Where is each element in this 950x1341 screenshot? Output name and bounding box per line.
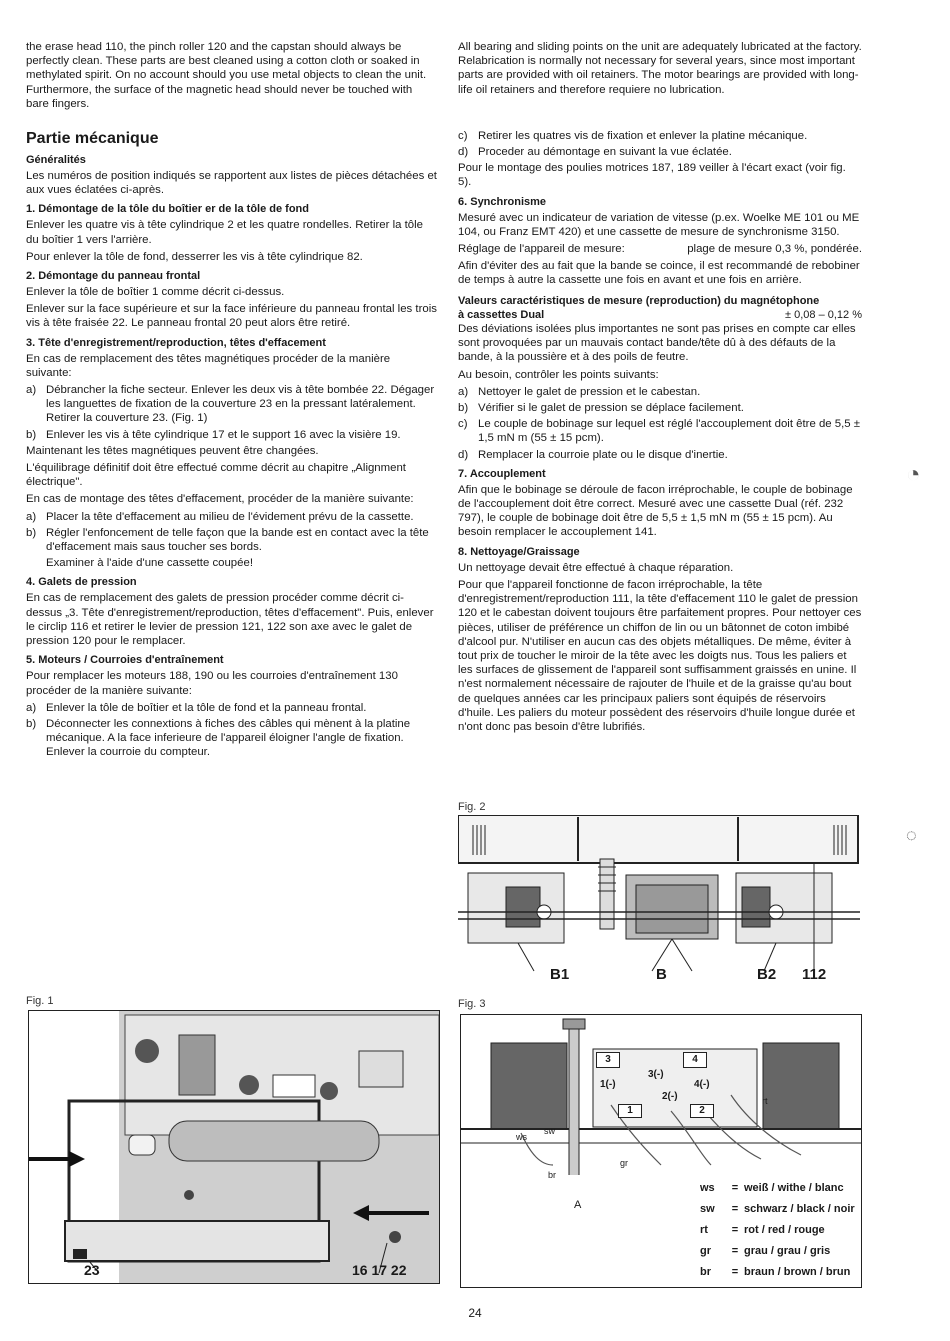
s5-p2: Pour le montage des poulies motrices 187, 189 veiller à l'écart exact (voir fig. 5). — [458, 162, 846, 189]
s6-p5: Au besoin, contrôler les points suivants: — [458, 368, 659, 381]
item-label: b) — [26, 717, 37, 730]
terminal-box: 4 — [683, 1052, 707, 1068]
list-item — [458, 385, 862, 399]
fig3-label-a: A — [574, 1199, 582, 1211]
item-label: a) — [458, 385, 469, 398]
wire-label: gr — [620, 1158, 629, 1168]
fig1-callout: 16 17 22 — [352, 1262, 407, 1278]
fig3-drawing — [461, 1015, 861, 1175]
legend-eq: = — [731, 1224, 739, 1236]
item-text: Enlever la tôle de boîtier et la tôle de fond et la panneau frontal. — [46, 701, 367, 714]
legend-code: rt — [700, 1224, 708, 1236]
terminal-label: 3(-) — [648, 1069, 664, 1080]
item-text: Le couple de bobinage sur lequel est réglé l'accouplement doit être de 5,5 ± 1,5 mN m (55 ± 15 pcm). — [478, 418, 861, 445]
wire-label: sw — [544, 1126, 555, 1136]
fig2-figure — [458, 815, 860, 985]
item-label: a) — [26, 510, 37, 523]
heading-generalites: Généralités — [26, 154, 86, 167]
terminal-box: 2 — [690, 1104, 714, 1118]
terminal-label: 4(-) — [694, 1079, 710, 1090]
fig2-drawing — [458, 815, 860, 985]
fig1-caption: Fig. 1 — [26, 995, 54, 1007]
heading-s2: 2. Démontage du panneau frontal — [26, 270, 201, 283]
legend-eq: = — [731, 1266, 739, 1278]
terminal-box: 1 — [618, 1104, 642, 1118]
s6-p1: Mesuré avec un indicateur de variation de vitesse (p.ex. Woelke ME 101 ou ME 104, ou Franz EMT 420) et une cassette de mesure de synchronisme 3150. — [458, 211, 860, 238]
list-item — [26, 526, 438, 554]
s3-p4: En cas de montage des têtes d'effacement, procéder de la manière suivante: — [26, 493, 414, 506]
fig1-drawing — [29, 1011, 439, 1283]
s8-p1: Un nettoyage devait être effectué à chaque réparation. — [458, 561, 734, 574]
legend-code: ws — [700, 1182, 715, 1194]
margin-mark: ◌ — [906, 825, 917, 845]
item-text: Enlever les vis à tête cylindrique 17 et le support 16 avec la visière 19. — [46, 428, 401, 441]
terminal-label: 2(-) — [662, 1091, 678, 1102]
terminal-label: 1(-) — [600, 1079, 616, 1090]
s8-p2: Pour que l'appareil fonctionne de facon irréprochable, la tête d'enregistrement/reproduction 111, la tête d'effacement 110 le galet de pression 120 et le cabestan doivent toujours être parfaitement propres. Pour nettoyer ces pièces, utiliser de préférence un chiffon de lin ou un bâtonnet de coton imbibé d'alcool pur. N'utiliser en aucun cas des objets métalliques. De même, éviter à tout prix de toucher le miroir de la tête avec les doigts nus. Tous les paliers et les surfaces de glissement de l'appareil sont suffisamment graissés en unine. Il n'est normalement nécessaire de rajouter de l'huile et de la graisse qu'au bout de quelques années car les principaux paliers sont équipés de réservoirs d'huile. Les paliers du moteur possèdent des réservoirs d'huile longue durée et n'ont donc pas besoin d'être lubrifiés. — [458, 578, 862, 733]
s2-p1: Enlever la tôle de boîtier 1 comme décrit ci-dessus. — [26, 286, 285, 299]
item-label: b) — [458, 402, 469, 415]
item-text: Déconnecter les connextions à fiches des câbles qui mènent à la platine mécanique. A la face inferieure de l'appareil éloigner l'angle de fixation. Enlever la courroie du compteur. — [46, 717, 411, 759]
fig1-callout: 23 — [84, 1262, 100, 1278]
item-label: a) — [26, 384, 37, 397]
measure-label: Réglage de l'appareil de mesure: — [458, 243, 625, 256]
legend-text: rot / red / rouge — [744, 1224, 825, 1236]
wire-label: ws — [516, 1132, 527, 1142]
list-item — [458, 145, 862, 159]
left-column — [26, 40, 438, 762]
list-item — [458, 448, 862, 462]
list-item — [26, 383, 438, 426]
generalites-text: Les numéros de position indiqués se rapportent aux listes de pièces détachées et aux vues éclatées ci-après. — [26, 170, 437, 197]
list-item — [458, 417, 862, 445]
legend-eq: = — [731, 1182, 739, 1194]
item-text: Remplacer la courroie plate ou le disque d'inertie. — [478, 448, 728, 461]
list-item — [26, 717, 438, 760]
intro-english: the erase head 110, the pinch roller 120 and the capstan should always be perfectly clean. These parts are best cleaned using a cotton cloth or soaked in methylated spirit. On no account should you use metal objects to clean the unit. Furthermore, the surface of the magnetic head should never be touched with bare fingers. — [26, 41, 427, 110]
s3-d2: Examiner à l'aide d'une cassette coupée! — [46, 557, 253, 570]
list-item — [26, 701, 438, 715]
fig2-callout: B1 — [550, 966, 570, 983]
fig2-callout: B — [656, 966, 667, 983]
item-text: Nettoyer le galet de pression et le cabestan. — [478, 385, 701, 398]
s4-p1: En cas de remplacement des galets de pression procéder comme décrit ci-dessus „3. Tête d'enregistrement/reproduction, têtes d'effacement". Puis, enlever le circlip 116 et retirer le levier de pression 121, 122 son axe avec le galet de pression 120 pour le remplacer. — [26, 592, 434, 648]
item-label: d) — [458, 146, 469, 159]
list-item — [26, 510, 438, 524]
item-label: c) — [458, 129, 468, 142]
right-column — [458, 40, 862, 737]
heading-s1: 1. Démontage de la tôle du boîtier er de la tôle de fond — [26, 203, 309, 216]
heading-s7: 7. Accouplement — [458, 467, 546, 480]
legend-row — [700, 1178, 855, 1199]
legend-eq: = — [731, 1203, 739, 1215]
item-text: Proceder au démontage en suivant la vue éclatée. — [478, 146, 732, 159]
terminal-box: 3 — [596, 1052, 620, 1068]
list-item — [458, 129, 862, 143]
s3-p3: L'équilibrage définitif doit être effectué comme décrit au chapitre „Alignment électrique". — [26, 462, 406, 489]
heading-s6: 6. Synchronisme — [458, 195, 547, 208]
fig2-caption: Fig. 2 — [458, 801, 486, 813]
fig3-caption: Fig. 3 — [458, 998, 486, 1010]
legend-row — [700, 1199, 855, 1220]
s6-bold2: à cassettes Dual — [458, 308, 545, 321]
legend-text: schwarz / black / noir — [744, 1203, 855, 1215]
s2-p2: Enlever sur la face supérieure et sur la face inférieure du panneau frontal les trois vis à tête fraisée 22. Le panneau frontal 20 peut alors être retiré. — [26, 303, 437, 330]
legend-row — [700, 1262, 855, 1283]
s6-bold2-value: ± 0,08 – 0,12 % — [785, 308, 862, 321]
s3-p1: En cas de remplacement des têtes magnétiques procéder de la manière suivante: — [26, 352, 391, 379]
item-text: Débrancher la fiche secteur. Enlever les deux vis à tête bombée 22. Dégager les languettes de fixation de la couverture 23 en la pressant latéralement. Retirer la couverture 23. (Fig. 1) — [46, 384, 435, 425]
s6-p3: Afin d'éviter des au fait que la bande se coince, il est recommandé de rebobiner de temps à autre la cassette une fois en avant et une fois en arrière. — [458, 260, 860, 287]
s1-p2: Pour enlever la tôle de fond, desserrer les vis à tête cylindrique 82. — [26, 250, 363, 263]
legend-row — [700, 1220, 855, 1241]
s1-p1: Enlever les quatre vis à tête cylindrique 2 et les quatre rondelles. Retirer la tôle du boîtier 1 vers l'arrière. — [26, 219, 423, 246]
wire-label: br — [548, 1170, 557, 1180]
legend-code: sw — [700, 1203, 715, 1215]
s5-p1: Pour remplacer les moteurs 188, 190 ou les courroies d'entraînement 130 procéder de la manière suivante: — [26, 670, 398, 697]
section-title: Partie mécanique — [26, 130, 159, 148]
s6-p2 — [458, 242, 862, 256]
heading-s3: 3. Tête d'enregistrement/reproduction, têtes d'effacement — [26, 336, 326, 349]
intro-english-right: All bearing and sliding points on the unit are adequately lubricated at the factory. Relabrication is normally not necessary for several years, since most important parts are provided with oil retainers. The motor bearings are provided with long-life oil retainers and therefore requiere no lubrication. — [458, 41, 862, 96]
wire-label: rt — [762, 1096, 768, 1106]
item-text: Retirer les quatres vis de fixation et enlever la platine mécanique. — [478, 129, 808, 142]
legend-text: braun / brown / brun — [744, 1266, 851, 1278]
margin-mark: ◔ — [906, 461, 921, 488]
legend-code: br — [700, 1266, 711, 1278]
item-text: Régler l'enfoncement de telle façon que la bande est en contact avec la tête d'effacement mais saus toucher ses bords. — [46, 526, 429, 554]
s7-p1: Afin que le bobinage se déroule de facon irréprochable, le couple de bobinage de l'accouplement doit être correct. Mesuré avec une cassette Dual (réf. 232 797), le couple de bobinage doit être de 5,5 ± 1,5 mN m (55 ± 15 pcm). Au besoin remplacer le accouplement 141. — [458, 483, 853, 539]
item-text: Placer la tête d'effacement au milieu de l'évidement prévu de la cassette. — [46, 510, 414, 523]
list-item — [26, 428, 438, 442]
s6-p4: Des déviations isolées plus importantes ne sont pas prises en compte car elles sont provoquées par un mauvais contact bande/tête dû à des défauts de la bande, à la poussière et à des poils de feutre. — [458, 323, 856, 364]
item-label: b) — [26, 526, 37, 539]
heading-s4: 4. Galets de pression — [26, 576, 137, 589]
legend-code: gr — [700, 1245, 711, 1257]
s3-p2: Maintenant les têtes magnétiques peuvent être changées. — [26, 444, 319, 457]
color-legend — [700, 1178, 855, 1283]
fig1-figure — [28, 1010, 440, 1284]
heading-s8: 8. Nettoyage/Graissage — [458, 545, 580, 558]
fig2-callout: 112 — [802, 966, 827, 983]
legend-eq: = — [731, 1245, 739, 1257]
page-number: 24 — [468, 1306, 482, 1320]
item-label: d) — [458, 448, 469, 461]
item-label: c) — [458, 418, 468, 431]
legend-row — [700, 1241, 855, 1262]
item-text: Vérifier si le galet de pression se déplace facilement. — [478, 402, 744, 415]
item-label: b) — [26, 428, 37, 441]
fig2-callout: B2 — [757, 966, 777, 983]
legend-text: weiß / withe / blanc — [744, 1182, 844, 1194]
legend-text: grau / grau / gris — [744, 1245, 831, 1257]
list-item — [458, 401, 862, 415]
heading-s5: 5. Moteurs / Courroies d'entraînement — [26, 654, 224, 667]
item-label: a) — [26, 701, 37, 714]
measure-value: plage de mesure 0,3 %, pondérée. — [687, 243, 862, 256]
s6-bold2-row — [458, 308, 862, 322]
s6-bold1: Valeurs caractéristiques de mesure (reproduction) du magnétophone — [458, 294, 820, 307]
